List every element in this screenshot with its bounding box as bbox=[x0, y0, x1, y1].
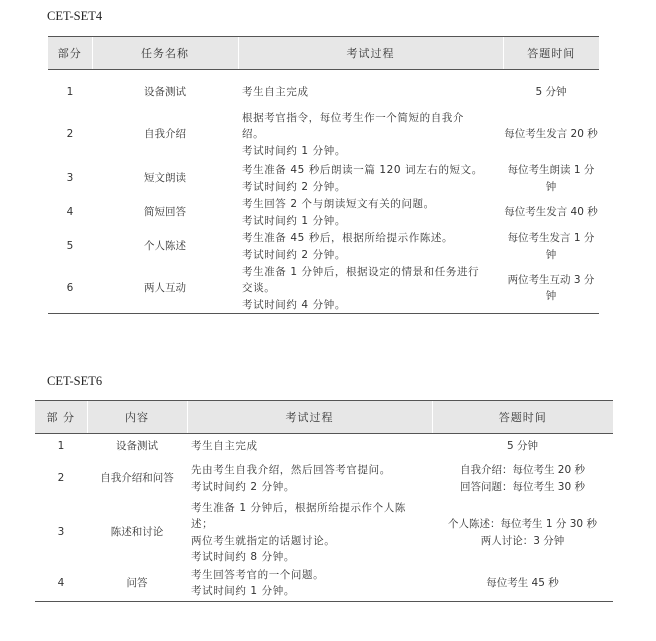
part-cell: 4 bbox=[66, 206, 74, 219]
table-row bbox=[35, 458, 613, 500]
process-cell bbox=[238, 230, 503, 264]
process-cell-line: 考生回答 2 个与朗读短文有关的问题。 bbox=[242, 198, 435, 210]
part-cell: 6 bbox=[48, 264, 92, 314]
process-cell-line: 考生回答考官的一个问题。 bbox=[191, 568, 325, 581]
time-cell-line: 回答问题：每位考生 30 秒 bbox=[459, 480, 586, 493]
table-row bbox=[48, 108, 599, 162]
task-name-cell: 个人陈述 bbox=[144, 240, 186, 253]
process-cell-line: 考试时间约 1 分钟。 bbox=[242, 214, 346, 227]
time-cell-line: 两人讨论：3 分钟 bbox=[480, 534, 565, 547]
process-cell-line: 先由考生自我介绍，然后回答考官提问。 bbox=[191, 464, 391, 476]
process-cell-line: 考生准备 45 秒后，根据所给提示作陈述。 bbox=[242, 232, 454, 244]
time-cell-line: 每位考生发言 20 秒 bbox=[504, 128, 598, 141]
table-row bbox=[48, 264, 599, 314]
part-cell: 2 bbox=[66, 128, 74, 141]
part-cell: 1 bbox=[66, 85, 74, 98]
process-cell-line: 考生自主完成 bbox=[191, 439, 258, 452]
process-cell bbox=[238, 108, 503, 162]
set4-header-name: 任务名称 bbox=[92, 37, 238, 70]
task-name-cell: 自我介绍和问答 bbox=[100, 472, 174, 485]
process-cell-line: 绍。 bbox=[242, 128, 265, 141]
time-cell bbox=[503, 196, 599, 230]
set6-header-part: 部 分 bbox=[35, 401, 87, 434]
process-cell-line: 考生准备 1 分钟后，根据所给提示作个人陈 bbox=[191, 501, 406, 514]
set4-header-process: 考试过程 bbox=[238, 37, 503, 70]
time-cell-line: 自我介绍：每位考生 20 秒 bbox=[459, 464, 586, 476]
process-cell bbox=[238, 264, 503, 314]
task-name-cell: 短文朗读 bbox=[144, 172, 186, 185]
task-name-cell: 简短回答 bbox=[144, 206, 186, 219]
table-row bbox=[48, 196, 599, 230]
table-row bbox=[48, 230, 599, 264]
table-row bbox=[48, 162, 599, 196]
process-cell-line: 考试时间约 4 分钟。 bbox=[242, 298, 346, 311]
process-cell-line: 考试时间约 1 分钟。 bbox=[242, 144, 346, 157]
process-cell bbox=[187, 500, 432, 566]
time-cell bbox=[432, 458, 613, 500]
task-name-cell: 问答 bbox=[87, 566, 187, 602]
process-cell-line: 交谈。 bbox=[242, 282, 276, 294]
time-cell-line: 5 分钟 bbox=[535, 85, 567, 98]
set6-header-name: 内容 bbox=[87, 401, 187, 434]
table-row bbox=[48, 70, 599, 108]
set4-table bbox=[48, 36, 599, 314]
table-row bbox=[35, 434, 613, 458]
time-cell-line: 两位考生互动 3 分钟 bbox=[507, 273, 595, 303]
time-cell bbox=[503, 162, 599, 196]
task-name-cell: 陈述和讨论 bbox=[110, 526, 164, 539]
process-cell-line: 考试时间约 2 分钟。 bbox=[191, 480, 295, 493]
part-cell: 2 bbox=[57, 472, 65, 485]
process-cell bbox=[238, 196, 503, 230]
process-cell bbox=[187, 458, 432, 500]
time-cell bbox=[432, 434, 613, 458]
process-cell-line: 考生自主完成 bbox=[242, 85, 309, 98]
time-cell bbox=[432, 500, 613, 566]
process-cell-line: 考生准备 45 秒后朗读一篇 120 词左右的短文。 bbox=[242, 164, 483, 176]
time-cell-line: 每位考生朗读 1 分钟 bbox=[507, 164, 595, 193]
process-cell-line: 两位考生就指定的话题讨论。 bbox=[191, 534, 336, 547]
time-cell bbox=[503, 230, 599, 264]
time-cell-line: 每位考生 45 秒 bbox=[486, 577, 559, 589]
time-cell-line: 个人陈述：每位考生 1 分 30 秒 bbox=[448, 518, 597, 530]
time-cell bbox=[503, 108, 599, 162]
task-name-cell: 设备测试 bbox=[116, 439, 158, 452]
set6-title: CET-SET6 bbox=[47, 374, 103, 388]
process-cell bbox=[238, 162, 503, 196]
set6-table bbox=[35, 400, 613, 602]
time-cell bbox=[432, 566, 613, 602]
process-cell-line: 考试时间约 2 分钟。 bbox=[242, 248, 346, 261]
time-cell-line: 每位考生发言 40 秒 bbox=[504, 206, 598, 219]
set4-header-part: 部分 bbox=[48, 37, 92, 70]
time-cell-line: 5 分钟 bbox=[506, 439, 539, 452]
process-cell bbox=[187, 566, 432, 602]
task-name-cell: 自我介绍 bbox=[144, 128, 186, 141]
process-cell-line: 考试时间约 1 分钟。 bbox=[191, 585, 295, 598]
set4-header-row bbox=[48, 37, 599, 70]
process-cell-line: 考试时间约 2 分钟。 bbox=[242, 180, 346, 193]
process-cell-line: 考生准备 1 分钟后，根据设定的情景和任务进行 bbox=[242, 265, 480, 278]
time-cell-line: 每位考生发言 1 分钟 bbox=[507, 232, 595, 261]
set6-header-row bbox=[35, 401, 613, 434]
task-name-cell: 设备测试 bbox=[144, 85, 186, 98]
part-cell: 4 bbox=[35, 566, 87, 602]
process-cell-line: 述； bbox=[191, 518, 214, 530]
part-cell: 3 bbox=[66, 172, 74, 185]
part-cell: 3 bbox=[57, 526, 65, 539]
time-cell bbox=[503, 70, 599, 108]
set4-header-time: 答题时间 bbox=[503, 37, 599, 70]
table-row bbox=[35, 500, 613, 566]
process-cell bbox=[238, 70, 503, 108]
part-cell: 5 bbox=[66, 240, 74, 253]
set6-header-time: 答题时间 bbox=[432, 401, 613, 434]
time-cell bbox=[503, 264, 599, 314]
set4-title: CET-SET4 bbox=[47, 9, 103, 23]
process-cell-line: 根据考官指令，每位考生作一个简短的自我介 bbox=[242, 111, 464, 124]
table-row bbox=[35, 566, 613, 602]
part-cell: 1 bbox=[57, 439, 65, 452]
process-cell-line: 考试时间约 8 分钟。 bbox=[191, 551, 295, 563]
task-name-cell: 两人互动 bbox=[92, 264, 238, 314]
process-cell bbox=[187, 434, 432, 458]
set6-header-process: 考试过程 bbox=[187, 401, 432, 434]
